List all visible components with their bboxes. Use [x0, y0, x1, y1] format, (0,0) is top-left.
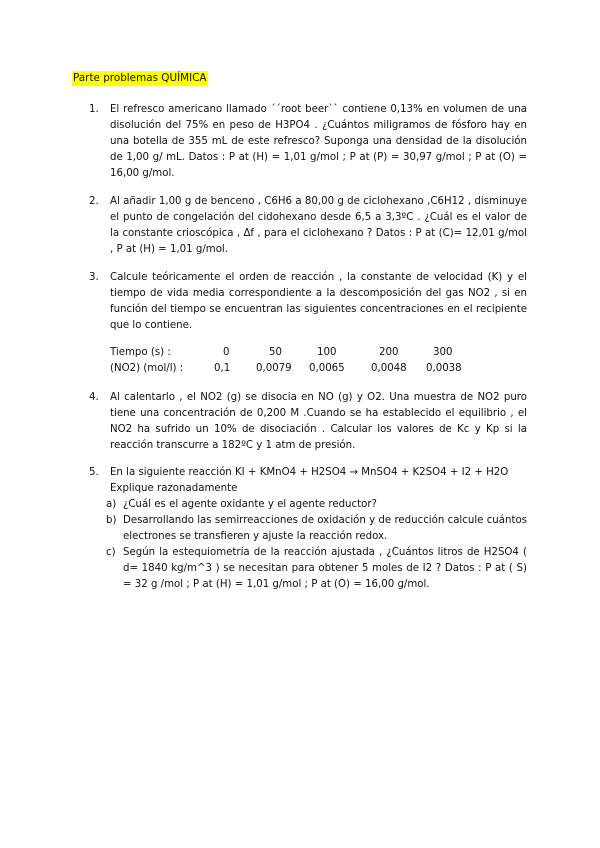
problem-3: [89, 270, 527, 374]
reaction-equation: En la siguiente reacción KI + KMnO4 + H2SO4 → MnSO4 + K2SO4 + I2 + H2O: [110, 467, 509, 478]
table-cell: 0,0038: [426, 363, 462, 374]
problem-number: 2.: [89, 196, 99, 207]
table-cell: 0,0048: [371, 363, 407, 374]
table-cell: 0,0079: [256, 363, 292, 374]
table-cell: 0: [223, 347, 230, 358]
table-cell: 0,1: [214, 363, 231, 374]
subitem-label: c): [106, 547, 116, 558]
problem-text: Al añadir 1,00 g de benceno , C6H6 a 80,00 g de ciclohexano ,C6H12 , disminuye el punto de congelación del cidohexano desde 6,5 a 3,3ºC . ¿Cuál es el valor de la constante crioscópica , Δf , para el ciclohexano ? Datos : P at (C)= 12,01 g/mol , P at (H) = 1,01 g/mol.: [110, 196, 527, 255]
problem-number: 3.: [89, 272, 99, 283]
problem-number: 1.: [89, 104, 99, 115]
problem-number: 5.: [89, 467, 99, 478]
problem-number: 4.: [89, 392, 99, 403]
instruction-line: Explique razonadamente: [110, 483, 238, 494]
problem-1: [89, 102, 527, 182]
table-cell: 0,0065: [309, 363, 345, 374]
subitem-c: [106, 545, 527, 593]
problem-5: [89, 465, 527, 593]
problem-2: [89, 194, 527, 258]
subitem-text: Desarrollando las semirreacciones de oxidación y de reducción calcule cuántos electrones se transfieren y ajuste la reacción redox.: [123, 515, 527, 542]
problem-text: Calcule teóricamente el orden de reacción , la constante de velocidad (K) y el tiempo de vida media correspondiente a la descomposición del gas NO2 , si en función del tiempo se encuentran las siguientes concentraciones en el recipiente que lo contiene.: [110, 272, 527, 331]
subitem-text: ¿Cuál es el agente oxidante y el agente reductor?: [123, 499, 377, 510]
subitem-b: [106, 513, 527, 545]
row-label: (NO2) (mol/l) :: [110, 363, 184, 374]
subitem-label: b): [106, 515, 117, 526]
section-title: Parte problemas QUÍMICA: [73, 72, 207, 84]
problem-text: Al calentarlo , el NO2 (g) se disocia en NO (g) y O2. Una muestra de NO2 puro tiene una concentración de 0,200 M .Cuando se ha establecido el equilibrio , el NO2 ha sufrido un 10% de disociación . Calcular los valores de Kc y Kp si la reacción transcurre a 182ºC y 1 atm de presión.: [110, 392, 527, 451]
problem-text: El refresco americano llamado ´´root beer`` contiene 0,13% en volumen de una disolución del 75% en peso de H3PO4 . ¿Cuántos miligramos de fósforo hay en una botella de 355 mL de este refresco? Suponga una densidad de la disolución de 1,00 g/ mL. Datos : P at (H) = 1,01 g/mol ; P at (P) = 30,97 g/mol ; P at (O) = 16,00 g/mol.: [110, 104, 527, 179]
table-cell: 300: [433, 347, 453, 358]
table-cell: 100: [317, 347, 337, 358]
subitem-text: Según la estequiometría de la reacción ajustada , ¿Cuántos litros de H2SO4 ( d= 1840 kg/m^3 ) se necesitan para obtener 5 moles de I2 ? Datos : P at ( S) = 32 g /mol ; P at (H) = 1,01 g/mol ; P at (O) = 16,00 g/mol.: [123, 547, 527, 590]
problem-4: [89, 390, 527, 454]
table-cell: 50: [269, 347, 282, 358]
problem-text: [110, 465, 527, 497]
table-cell: 200: [379, 347, 399, 358]
row-label: Tiempo (s) :: [110, 347, 171, 358]
subitem-label: a): [106, 499, 117, 510]
subitem-a: [106, 497, 527, 513]
